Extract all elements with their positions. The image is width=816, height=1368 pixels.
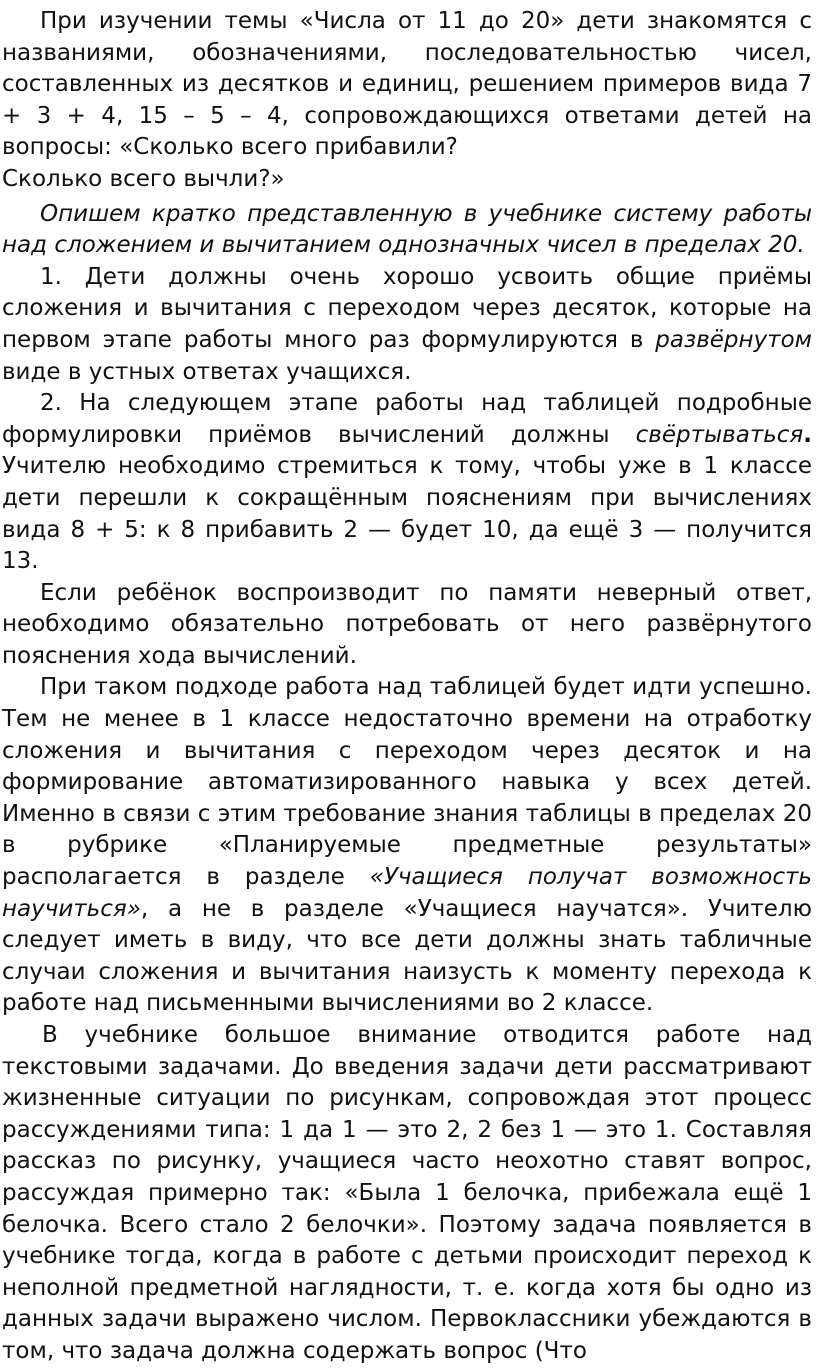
list-item-2 — [2, 388, 812, 578]
paragraph-intro-continued-text: Сколько всего вычли?» — [2, 165, 285, 192]
paragraph-approach-emphasis: «Учащиеся получат возможность научиться» — [2, 864, 812, 922]
paragraph-tasks-text: В учебнике большое внимание отводится работе над текстовыми задачами. До введения задачи дети рассматривают жизненные ситуации по рисункам, сопровождая этот процесс рассуждениями типа: 1 да 1 — это 2, 2 без 1 — это 1. Составляя рассказ по рисунку, учащиеся часто неохотно ставят вопрос, рассуждая примерно так: «Была 1 белочка, прибежала ещё 1 белочка. Всего стало 2 белочки». Поэтому задача появляется в учебнике тогда, когда в работе с детьми происходит переход к неполной предметной наглядности, т. е. когда хотя бы одно из данных задачи выражено числом. Первоклассники убеждаются в том, что задача должна содержать вопрос (Что — [2, 1022, 812, 1364]
section-heading-text: Опишем кратко представленную в учебнике систему работы над сложением и вычитанием однозначных чисел в пределах 20. — [2, 200, 812, 259]
list-item-1 — [2, 262, 812, 388]
list-item-1-text-start: 1. Дети должны очень хорошо усвоить общие приёмы сложения и вычитания с переходом через десяток, которые на первом этапе работы много раз формулируются в — [2, 263, 812, 353]
paragraph-mistake-text: Если ребёнок воспроизводит по памяти неверный ответ, необходимо обязательно потребовать от него развёрнутого пояснения хода вычислений. — [2, 579, 812, 669]
list-item-2-emphasis: свёртываться — [635, 421, 804, 448]
paragraph-tasks — [2, 1020, 812, 1368]
section-heading — [2, 199, 812, 262]
paragraph-intro — [2, 6, 812, 164]
paragraph-approach — [2, 672, 812, 1020]
list-item-1-text-end: виде в устных ответах учащихся. — [2, 358, 412, 385]
list-item-2-period: . — [803, 421, 812, 448]
list-item-2-text-start: 2. На следующем этапе работы над таблицей подробные формулировки приёмов вычислений должны — [2, 390, 812, 448]
paragraph-approach-text-start: При таком подходе работа над таблицей будет идти успешно. Тем не менее в 1 классе недостаточно времени на отработку сложения и вычитания с переходом через десяток и на формирование автоматизированного навыка у всех детей. Именно в связи с этим требование знания таблицы в пределах 20 в рубрике «Планируемые предметные результаты» располагается в разделе — [2, 674, 812, 891]
list-item-1-emphasis: развёрнутом — [655, 326, 812, 353]
document-body — [2, 6, 812, 1368]
paragraph-intro-text: При изучении темы «Числа от 11 до 20» дети знакомятся с названиями, обозначениями, последовательностью чисел, составленных из десятков и единиц, решением примеров вида 7 + 3 + 4, 15 – 5 – 4, сопровождающихся ответами детей на вопросы: «Сколько всего прибавили? — [2, 8, 812, 161]
paragraph-intro-continued — [2, 164, 812, 196]
paragraph-mistake — [2, 578, 812, 673]
list-item-2-text-end: Учителю необходимо стремиться к тому, чтобы уже в 1 классе дети перешли к сокращённым пояснениям при вычислениях вида 8 + 5: к 8 прибавить 2 — будет 10, да ещё 3 — получится 13. — [2, 453, 812, 575]
paragraph-approach-text-end: , а не в разделе «Учащиеся научатся». Учителю следует иметь в виду, что все дети должны знать табличные случаи сложения и вычитания наизусть к моменту перехода к работе над письменными вычислениями во 2 классе. — [2, 895, 812, 1017]
